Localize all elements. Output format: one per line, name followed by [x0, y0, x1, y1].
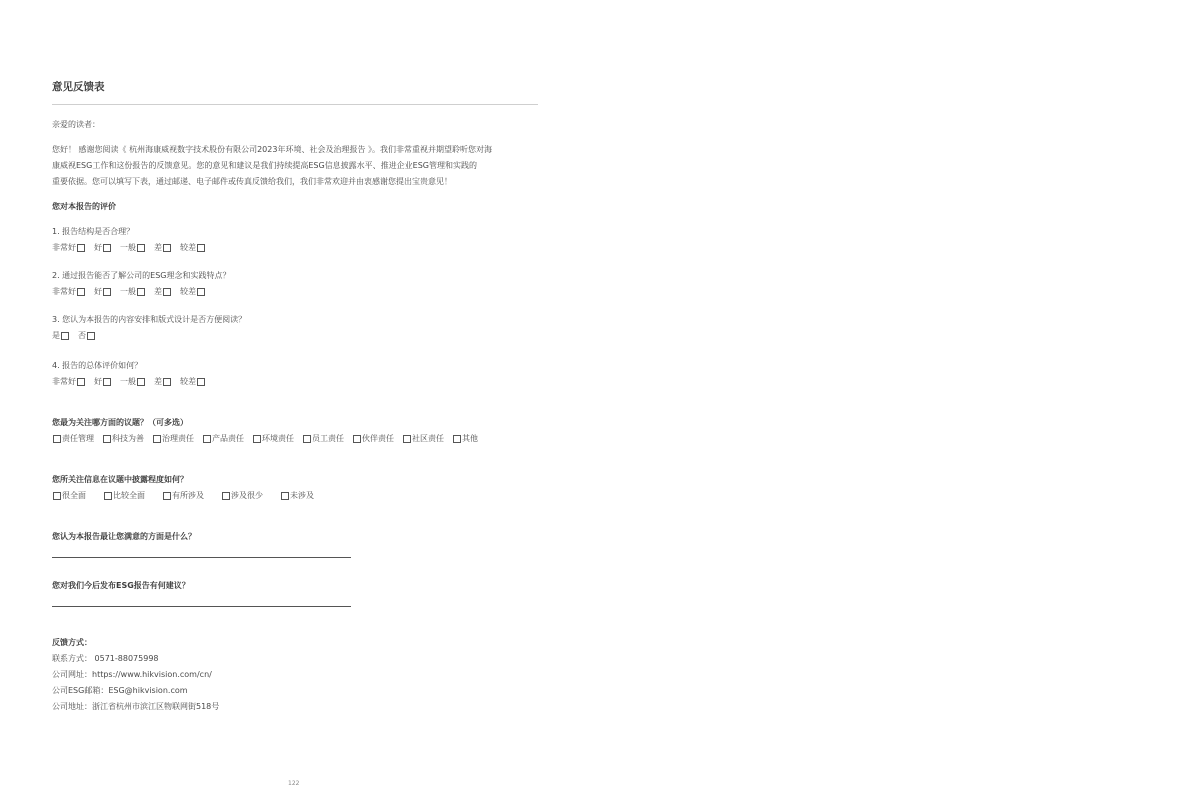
checkbox-icon[interactable]	[153, 435, 161, 443]
checkbox-icon[interactable]	[103, 288, 111, 296]
topics-heading: 您最为关注哪方面的议题？（可多选）	[52, 418, 188, 427]
checkbox-icon[interactable]	[353, 435, 361, 443]
option-label: 好	[94, 287, 102, 296]
checkbox-icon[interactable]	[197, 288, 205, 296]
checkbox-icon[interactable]	[197, 244, 205, 252]
option-label: 科技为善	[112, 434, 144, 443]
option-label: 很全面	[62, 491, 86, 500]
option-checkbox[interactable]	[52, 285, 86, 299]
option-checkbox[interactable]	[120, 375, 146, 389]
checkbox-icon[interactable]	[163, 378, 171, 386]
page-number: 122	[288, 780, 300, 787]
option-label: 非常好	[52, 243, 76, 252]
option-checkbox[interactable]	[52, 241, 86, 255]
checkbox-icon[interactable]	[403, 435, 411, 443]
checkbox-icon[interactable]	[104, 492, 112, 500]
option-label: 比较全面	[113, 491, 145, 500]
option-label: 非常好	[52, 377, 76, 386]
intro-line: 重要依据。您可以填写下表，通过邮递、电子邮件或传真反馈给我们，我们非常欢迎并由衷感谢您提出宝贵意见！	[52, 177, 452, 186]
option-checkbox[interactable]	[180, 375, 206, 389]
checkbox-icon[interactable]	[103, 435, 111, 443]
checkbox-icon[interactable]	[103, 244, 111, 252]
checkbox-icon[interactable]	[197, 378, 205, 386]
checkbox-icon[interactable]	[203, 435, 211, 443]
option-label: 未涉及	[290, 491, 314, 500]
option-checkbox[interactable]	[452, 432, 478, 446]
option-label: 环境责任	[262, 434, 294, 443]
option-checkbox[interactable]	[221, 489, 263, 503]
checkbox-icon[interactable]	[453, 435, 461, 443]
option-label: 较差	[180, 287, 196, 296]
question-3-options	[52, 329, 96, 343]
checkbox-icon[interactable]	[253, 435, 261, 443]
contact-heading: 反馈方式：	[52, 638, 92, 647]
option-checkbox[interactable]	[78, 329, 96, 343]
option-checkbox[interactable]	[154, 285, 172, 299]
checkbox-icon[interactable]	[77, 378, 85, 386]
topics-options	[52, 432, 478, 446]
option-label: 一般	[120, 377, 136, 386]
intro-paragraph	[52, 142, 538, 190]
open-question-satisfaction: 您认为本报告最让您满意的方面是什么？	[52, 532, 196, 541]
option-label: 差	[154, 377, 162, 386]
option-label: 一般	[120, 287, 136, 296]
checkbox-icon[interactable]	[87, 332, 95, 340]
checkbox-icon[interactable]	[281, 492, 289, 500]
greeting: 亲爱的读者：	[52, 120, 100, 129]
option-checkbox[interactable]	[52, 432, 94, 446]
option-checkbox[interactable]	[162, 489, 204, 503]
contact-address: 公司地址：浙江省杭州市滨江区物联网街518号	[52, 702, 220, 711]
intro-line: 康威视ESG工作和这份报告的反馈意见。您的意见和建议是我们持续提高ESG信息披露水平、推进企业ESG管理和实践的	[52, 161, 477, 170]
contact-email[interactable]: 公司ESG邮箱：ESG@hikvision.com	[52, 686, 188, 695]
option-checkbox[interactable]	[402, 432, 444, 446]
intro-line: 您好！ 感谢您阅读《 杭州海康威视数字技术股份有限公司2023年环境、社会及治理报告 》。我们非常重视并期望聆听您对海	[52, 145, 492, 154]
option-label: 非常好	[52, 287, 76, 296]
option-label: 员工责任	[312, 434, 344, 443]
disclosure-options	[52, 489, 314, 503]
page-title: 意见反馈表	[52, 81, 105, 93]
checkbox-icon[interactable]	[77, 288, 85, 296]
option-checkbox[interactable]	[154, 375, 172, 389]
contact-website[interactable]: 公司网址：https://www.hikvision.com/cn/	[52, 670, 212, 679]
question-2-options	[52, 285, 206, 299]
option-checkbox[interactable]	[154, 241, 172, 255]
checkbox-icon[interactable]	[137, 244, 145, 252]
option-label: 好	[94, 377, 102, 386]
checkbox-icon[interactable]	[303, 435, 311, 443]
option-checkbox[interactable]	[120, 285, 146, 299]
option-label: 好	[94, 243, 102, 252]
open-question-suggestions: 您对我们今后发布ESG报告有何建议？	[52, 581, 190, 590]
option-label: 差	[154, 243, 162, 252]
option-label: 较差	[180, 243, 196, 252]
option-checkbox[interactable]	[94, 241, 112, 255]
checkbox-icon[interactable]	[137, 378, 145, 386]
checkbox-icon[interactable]	[53, 435, 61, 443]
option-checkbox[interactable]	[302, 432, 344, 446]
contact-phone: 联系方式： 0571-88075998	[52, 654, 159, 663]
question-1-options	[52, 241, 206, 255]
option-label: 是	[52, 331, 60, 340]
question-1: 1. 报告结构是否合理？	[52, 227, 135, 236]
option-label: 差	[154, 287, 162, 296]
option-label: 责任管理	[62, 434, 94, 443]
option-label: 涉及很少	[231, 491, 263, 500]
option-label: 有所涉及	[172, 491, 204, 500]
answer-line-suggestions[interactable]	[52, 606, 351, 607]
checkbox-icon[interactable]	[163, 492, 171, 500]
disclosure-heading: 您所关注信息在议题中披露程度如何？	[52, 475, 188, 484]
option-checkbox[interactable]	[352, 432, 394, 446]
option-checkbox[interactable]	[280, 489, 314, 503]
question-4-options	[52, 375, 206, 389]
checkbox-icon[interactable]	[163, 288, 171, 296]
option-checkbox[interactable]	[103, 489, 145, 503]
title-divider	[52, 104, 538, 105]
option-label: 产品责任	[212, 434, 244, 443]
checkbox-icon[interactable]	[163, 244, 171, 252]
option-label: 社区责任	[412, 434, 444, 443]
option-checkbox[interactable]	[120, 241, 146, 255]
option-label: 一般	[120, 243, 136, 252]
option-label: 伙伴责任	[362, 434, 394, 443]
checkbox-icon[interactable]	[53, 492, 61, 500]
option-checkbox[interactable]	[202, 432, 244, 446]
option-label: 其他	[462, 434, 478, 443]
question-2: 2. 通过报告能否了解公司的ESG理念和实践特点？	[52, 271, 231, 280]
checkbox-icon[interactable]	[222, 492, 230, 500]
option-checkbox[interactable]	[180, 241, 206, 255]
checkbox-icon[interactable]	[103, 378, 111, 386]
option-checkbox[interactable]	[52, 329, 70, 343]
checkbox-icon[interactable]	[137, 288, 145, 296]
option-checkbox[interactable]	[52, 375, 86, 389]
question-3: 3. 您认为本报告的内容安排和版式设计是否方便阅读？	[52, 315, 247, 324]
question-4: 4. 报告的总体评价如何？	[52, 361, 143, 370]
checkbox-icon[interactable]	[77, 244, 85, 252]
answer-line-satisfaction[interactable]	[52, 557, 351, 558]
option-label: 治理责任	[162, 434, 194, 443]
checkbox-icon[interactable]	[61, 332, 69, 340]
option-checkbox[interactable]	[180, 285, 206, 299]
option-checkbox[interactable]	[52, 489, 86, 503]
section-heading-evaluation: 您对本报告的评价	[52, 202, 116, 211]
option-label: 较差	[180, 377, 196, 386]
option-checkbox[interactable]	[102, 432, 144, 446]
option-label: 否	[78, 331, 86, 340]
option-checkbox[interactable]	[94, 285, 112, 299]
option-checkbox[interactable]	[252, 432, 294, 446]
option-checkbox[interactable]	[152, 432, 194, 446]
option-checkbox[interactable]	[94, 375, 112, 389]
